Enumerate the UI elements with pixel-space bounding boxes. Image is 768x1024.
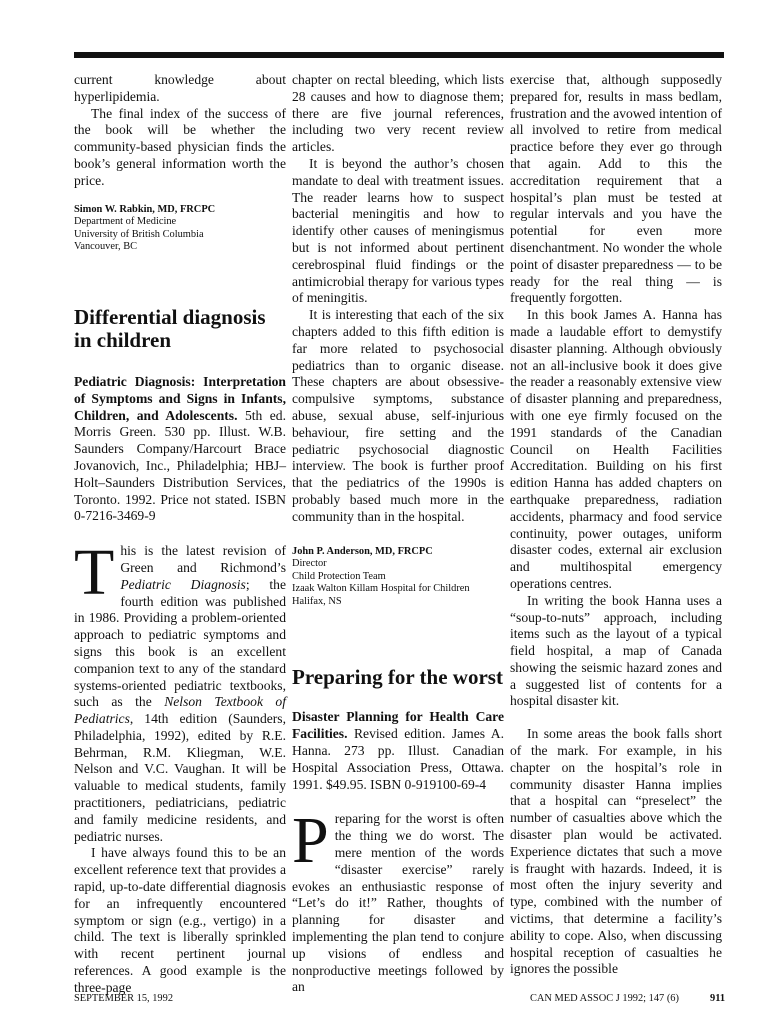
page-number: 911 [710,993,726,1004]
book-details: Revised edition. James A. Hanna. 273 pp. Illust. Canadian Hospital Association Press, Ottawa. 1991. $49.95. ISBN 0-919100-69-4 [292,726,504,792]
reviewer-affiliation: University of British Columbia [74,228,204,240]
reviewer-signature-1 [74,204,286,254]
paragraph: exercise that, although supposedly prepared for, results in mass bedlam, frustration and the avowed intention of all involved to retire from medical practice before they ever go through that again. Add to this the accreditation requirement that a hospital’s plan must be tested at regular intervals and you have the potential for even more disenchantment. No wonder the whole point of disaster preparedness — to be ready for the real thing — is frequently forgotten. [510,72,722,306]
column-1 [74,72,286,997]
paragraph: It is interesting that each of the six chapters added to this fifth edition is far more related to psychosocial pediatrics than to organic disease. These chapters are about obsessive-compulsive symptoms, substance abuse, sexual abuse, self-injurious behaviour, fire setting and the pediatric psychosocial diagnostic interview. The book is further proof that the pediatrics of the 1990s is probably based much more in the community than in the hospital. [292,307,504,524]
drop-cap: T [74,536,115,610]
reviewer-affiliation: Izaak Walton Killam Hospital for Children [292,583,470,595]
text-run: his is the latest revision of Green and Richmond’s [120,543,286,575]
footer-journal: CAN MED ASSOC J 1992; 147 (6) [530,993,679,1004]
italic-title: Pediatric Diagnosis [120,576,246,592]
reviewer-location: Halifax, NS [292,595,342,607]
reviewer-location: Vancouver, BC [74,241,138,253]
reviewer-affiliation: Child Protection Team [292,570,386,582]
drop-cap: P [292,804,329,878]
paragraph: I have always found this to be an excellent reference text that provides a rapid, up-to-date differential diagnosis for an infrequently encountered symptom or sign (e.g., vertigo) in a child. The text is liberally sprinkled with recent pertinent journal references. A good example is the three-page [74,845,286,995]
book-details: 5th ed. Morris Green. 530 pp. Illust. W.B. Saunders Company/Harcourt Brace Jovanovich, Inc., Philadelphia; HBJ–Holt–Saunders Distribution Services, Toronto. 1992. Price not stated. ISBN 0-7216-3469-9 [74,407,286,524]
italic-title: Nelson Textbook of Pediatrics [74,694,286,727]
paragraph [292,804,504,996]
paragraph: In some areas the book falls short of the mark. For example, in his chapter on the hospital’s role in community disaster Hanna implies that a hospital can “preselect” the number of casualties above which the disaster plan would be activated. Experience dictates that such a move is fraught with hazards. Indeed, it is most often the injury severity and type, combined with the number of victims, that determine a facility’s ability to cope. Also, when discussing hospital reception of casualties he ignores the possible [510,726,722,977]
column-3 [510,72,722,978]
reviewer-name: Simon W. Rabkin, MD, FRCPC [74,203,216,215]
book-title: Pediatric Diagnosis: Interpretation of Symptoms and Signs in Infants, Children, and Adolescents. [74,373,286,423]
paragraph: It is beyond the author’s chosen mandate to deal with treatment issues. The reader learns how to suspect bacterial meningitis and how to identify other causes of meningismus but is not informed about pertinent cerebrospinal fluid findings or the antimicrobial therapy for various types of meningitis. [292,155,504,306]
text-run: ; the fourth edition was published in 1986. Providing a problem-oriented approach to pediatric symptoms and signs this book is an excellent companion text to any of the standard systems-oriented pediatric textbooks, such as the [74,576,286,710]
book-citation-1 [74,374,286,525]
reviewer-signature-2 [292,546,504,609]
review-heading-1: Differential diagnosis in children [74,304,266,352]
footer-date: SEPTEMBER 15, 1992 [74,993,174,1004]
text-run: , 14th edition (Saunders, Philadelphia, 1992), edited by R.E. Behrman, R.M. Kliegman, W.E. Nelson and V.C. Vaughan. It will be valuable to medical students, family practitioners, pediatricians, pediatric and family medicine residents, and pediatric nurses. [74,711,286,844]
paragraph: current knowledge about hyperlipidemia. [74,72,286,104]
book-citation-2 [292,709,504,793]
paragraph [74,536,286,845]
reviewer-affiliation: Department of Medicine [74,216,177,228]
book-title: Disaster Planning for Health Care Facilities. [292,709,504,742]
reviewer-name: John P. Anderson, MD, FRCPC [292,545,433,557]
reviewer-title: Director [292,558,327,570]
header-rule [74,52,724,58]
paragraph: In this book James A. Hanna has made a laudable effort to demystify disaster planning. Although obviously not an all-inclusive book it does give the reader a reasonably extensive view of disaster planning and preparedness, with one eye firmly focused on the 1991 standards of the Canadian Council on Health Facilities Accreditation. Building on his first edition Hanna has added chapters on earthquake preparedness, radiation accidents, pharmacy and food service continuity, power outages, uniform disaster codes, external air exclusion and multihospital emergency operations centres. [510,307,722,591]
column-2 [292,72,504,996]
review-heading-2: Preparing for the worst [292,665,503,690]
paragraph: chapter on rectal bleeding, which lists 28 causes and how to diagnose them; there are five journal references, including two very recent review articles. [292,72,504,155]
text-run: reparing for the worst is often the thing we do worst. The mere mention of the words “disaster exercise” rarely evokes an enthusiastic response of “Let’s do it!” Rather, thoughts of planning for disaster and implementing the plan tend to conjure up visions of endless and nonproductive meetings followed by an [292,811,504,995]
paragraph: The final index of the success of the book will be whether the community-based physician finds the book’s general information worth the price. [74,105,286,188]
paragraph: In writing the book Hanna uses a “soup-to-nuts” approach, including items such as the layout of a typical field hospital, a map of Canada showing the seismic hazard zones and a suggested list of contents for a hospital disaster kit. [510,592,722,709]
